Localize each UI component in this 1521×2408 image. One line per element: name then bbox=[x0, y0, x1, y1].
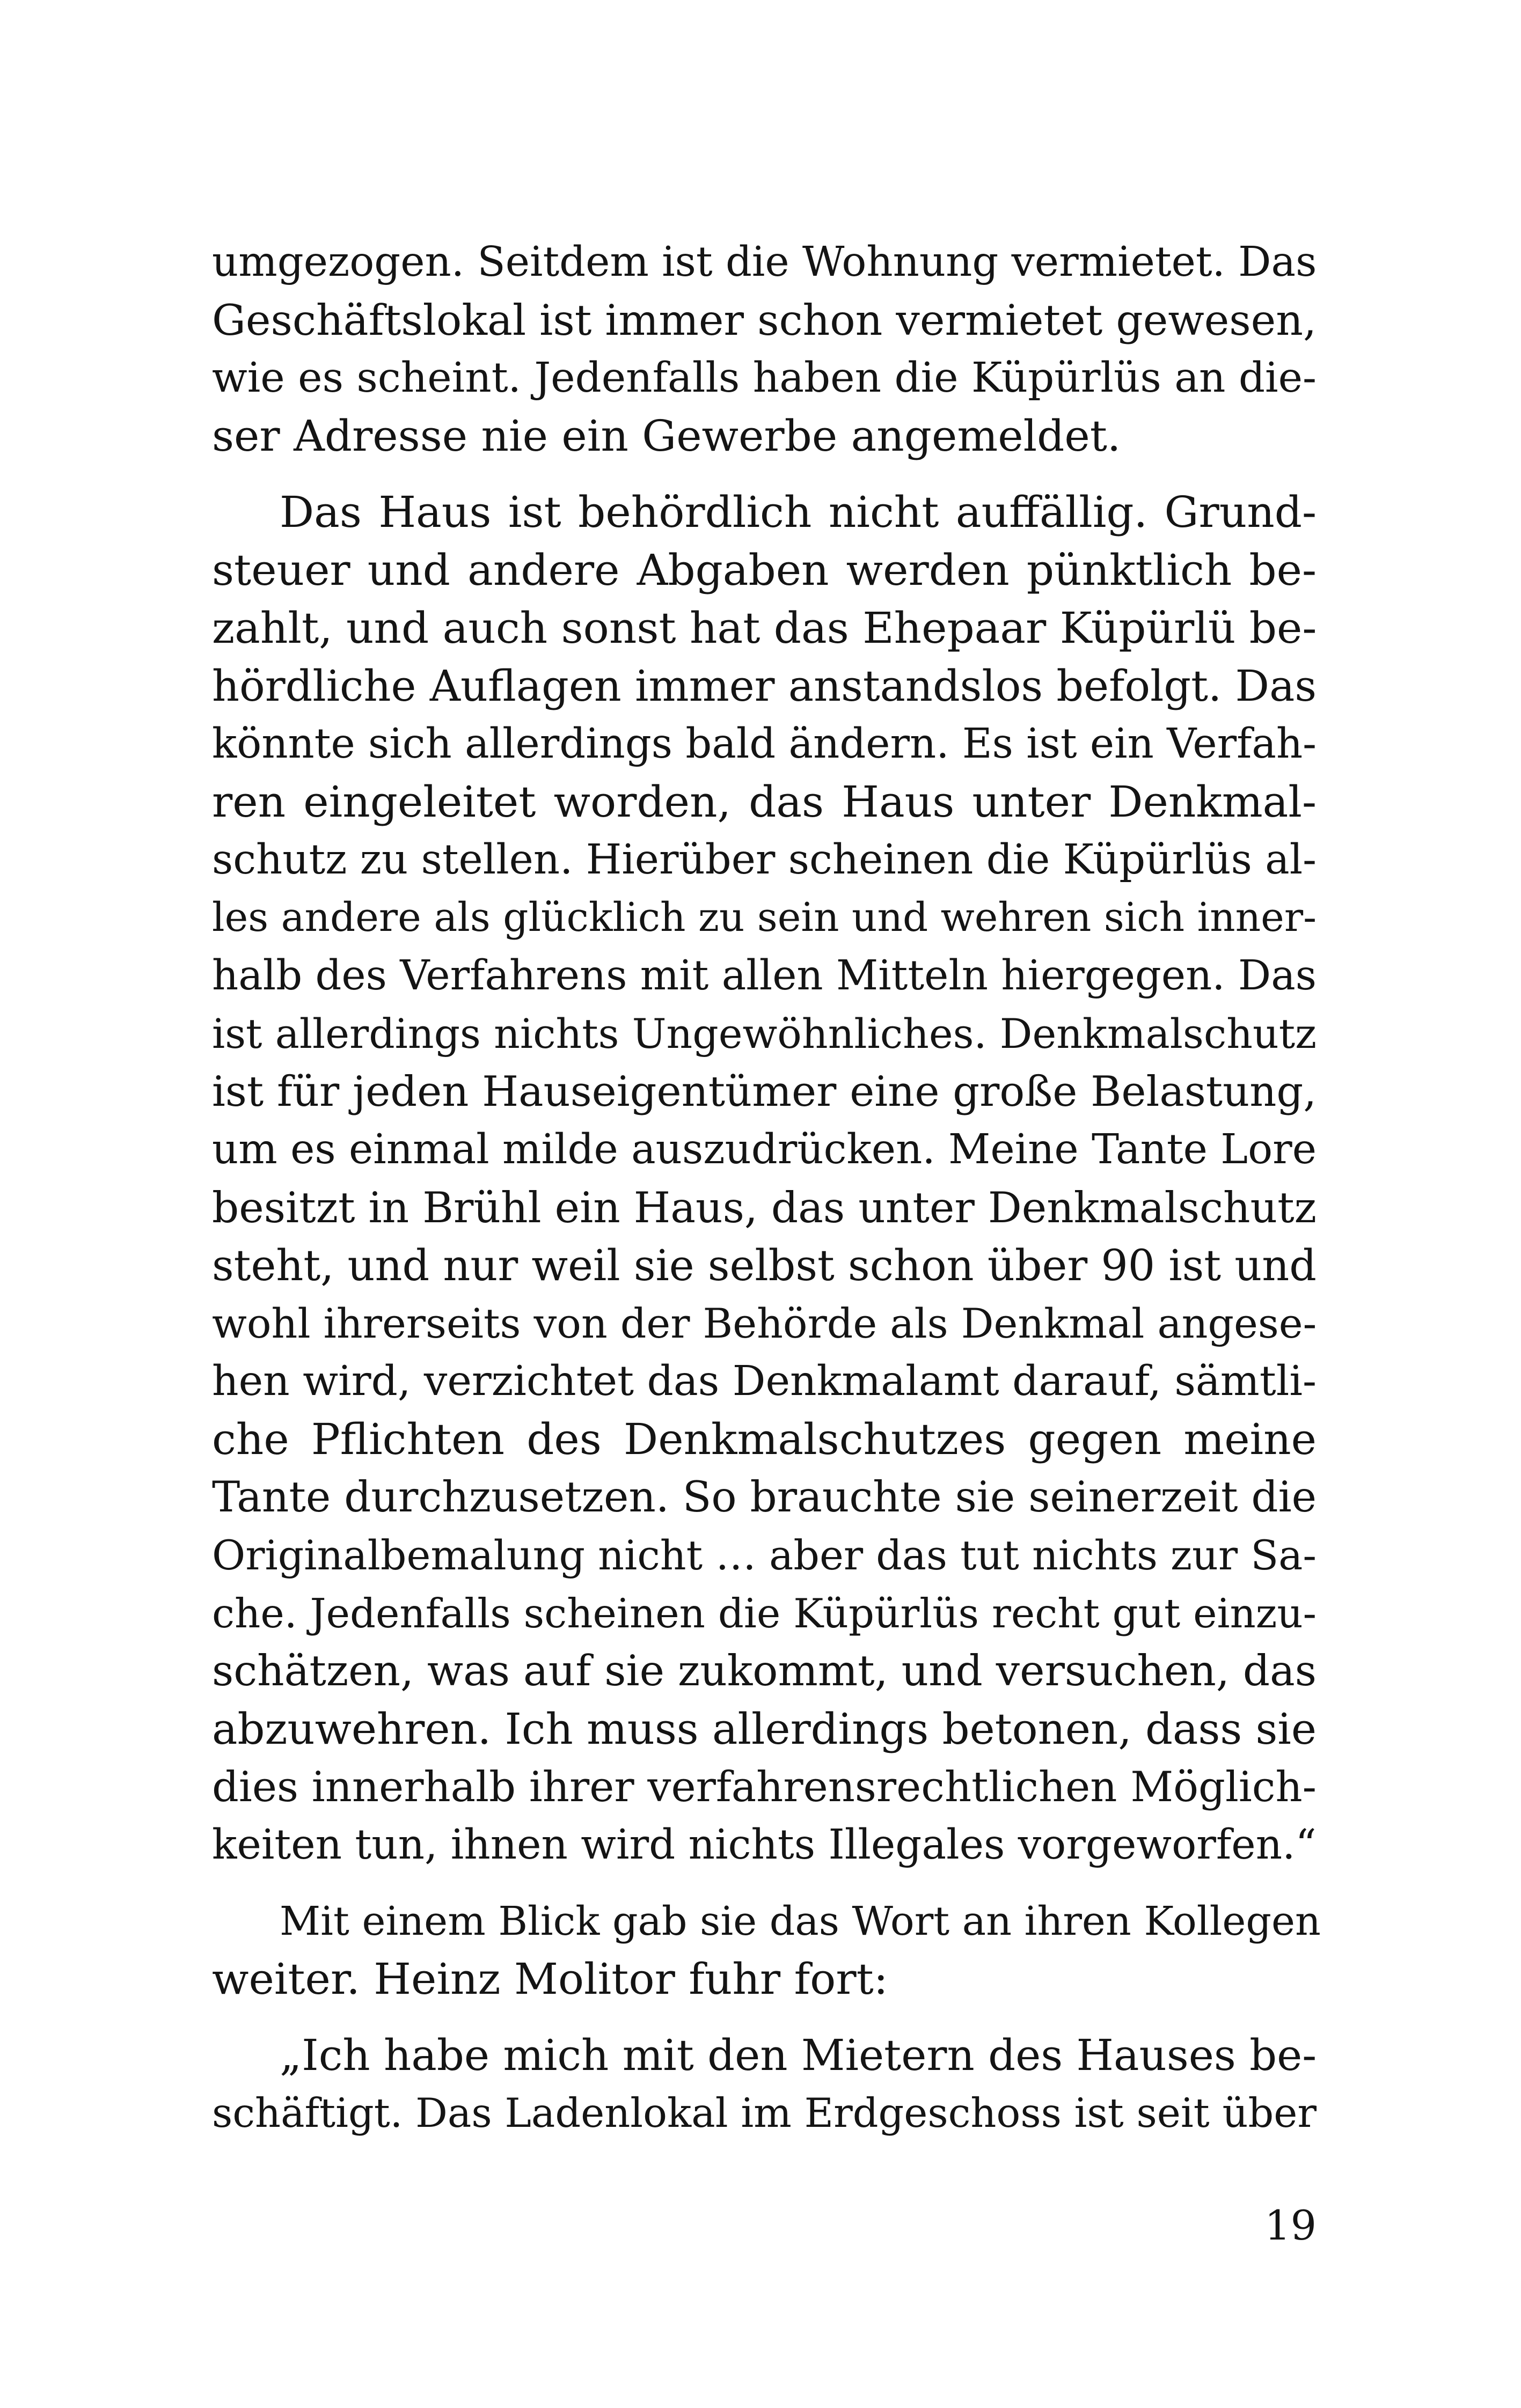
text-line: schätzen, was auf sie zukommt, und versuchen, das bbox=[212, 1647, 1317, 1695]
text-line: steuer und andere Abgaben werden pünktlich be- bbox=[212, 545, 1317, 595]
paragraph bbox=[212, 1892, 1321, 2008]
text-line: ist allerdings nichts Ungewöhnliches. Denkmalschutz bbox=[212, 1010, 1317, 1058]
text-line: schäftigt. Das Ladenlokal im Erdgeschoss ist seit über bbox=[212, 2090, 1317, 2137]
text-line: dies innerhalb ihrer verfahrensrechtlichen Möglich- bbox=[212, 1763, 1317, 1811]
text-line: wie es scheint. Jedenfalls haben die Küpürlüs an die- bbox=[212, 354, 1317, 402]
text-line: che Pflichten des Denkmalschutzes gegen meine bbox=[212, 1414, 1317, 1464]
text-line: weiter. Heinz Molitor fuhr fort: bbox=[212, 1954, 888, 2004]
text-line: hördliche Auflagen immer anstandslos befolgt. Das bbox=[212, 661, 1317, 711]
text-line: abzuwehren. Ich muss allerdings betonen, dass sie bbox=[212, 1704, 1317, 1754]
text-line: ren eingeleitet worden, das Haus unter Denkmal- bbox=[212, 777, 1317, 827]
text-line: besitzt in Brühl ein Haus, das unter Denkmalschutz bbox=[212, 1183, 1317, 1232]
text-line: ser Adresse nie ein Gewerbe angemeldet. bbox=[212, 411, 1121, 461]
body-text bbox=[212, 233, 1321, 2142]
text-line: halb des Verfahrens mit allen Mitteln hiergegen. Das bbox=[212, 952, 1317, 1000]
text-line: Geschäftslokal ist immer schon vermietet gewesen, bbox=[212, 296, 1317, 345]
text-line: könnte sich allerdings bald ändern. Es ist ein Verfah- bbox=[212, 720, 1317, 768]
text-line: Mit einem Blick gab sie das Wort an ihren Kollegen bbox=[280, 1898, 1321, 1944]
text-line: wohl ihrerseits von der Behörde als Denkmal angese- bbox=[212, 1300, 1317, 1347]
paragraph-gap bbox=[212, 1874, 1317, 1892]
text-line: Tante durchzusetzen. So brauchte sie seinerzeit die bbox=[212, 1473, 1317, 1522]
text-line: keiten tun, ihnen wird nichts Illegales vorgeworfen.“ bbox=[212, 1821, 1317, 1869]
text-line: „Ich habe mich mit den Mietern des Hauses be- bbox=[280, 2030, 1317, 2080]
text-line: che. Jedenfalls scheinen die Küpürlüs recht gut einzu- bbox=[212, 1590, 1317, 1637]
paragraph bbox=[212, 483, 1317, 1874]
text-line: zahlt, und auch sonst hat das Ehepaar Küpürlü be- bbox=[212, 603, 1317, 653]
paragraph bbox=[212, 233, 1317, 465]
text-line: Das Haus ist behördlich nicht auffällig. Grund- bbox=[280, 487, 1317, 537]
text-line: steht, und nur weil sie selbst schon über 90 ist und bbox=[212, 1240, 1317, 1290]
page-number: 19 bbox=[1264, 2201, 1317, 2249]
text-line: umgezogen. Seitdem ist die Wohnung vermietet. Das bbox=[212, 238, 1317, 286]
text-line: hen wird, verzichtet das Denkmalamt darauf, sämtli- bbox=[212, 1357, 1317, 1405]
text-line: ist für jeden Hauseigentümer eine große Belastung, bbox=[212, 1068, 1317, 1116]
text-line: Originalbemalung nicht … aber das tut nichts zur Sa- bbox=[212, 1532, 1317, 1579]
paragraph bbox=[212, 2027, 1317, 2142]
paragraph-gap bbox=[212, 2008, 1317, 2027]
text-line: les andere als glücklich zu sein und wehren sich inner- bbox=[212, 895, 1317, 941]
text-line: um es einmal milde auszudrücken. Meine Tante Lore bbox=[212, 1126, 1317, 1173]
paragraph-gap bbox=[212, 465, 1317, 483]
text-line: schutz zu stellen. Hierüber scheinen die Küpürlüs al- bbox=[212, 836, 1317, 884]
